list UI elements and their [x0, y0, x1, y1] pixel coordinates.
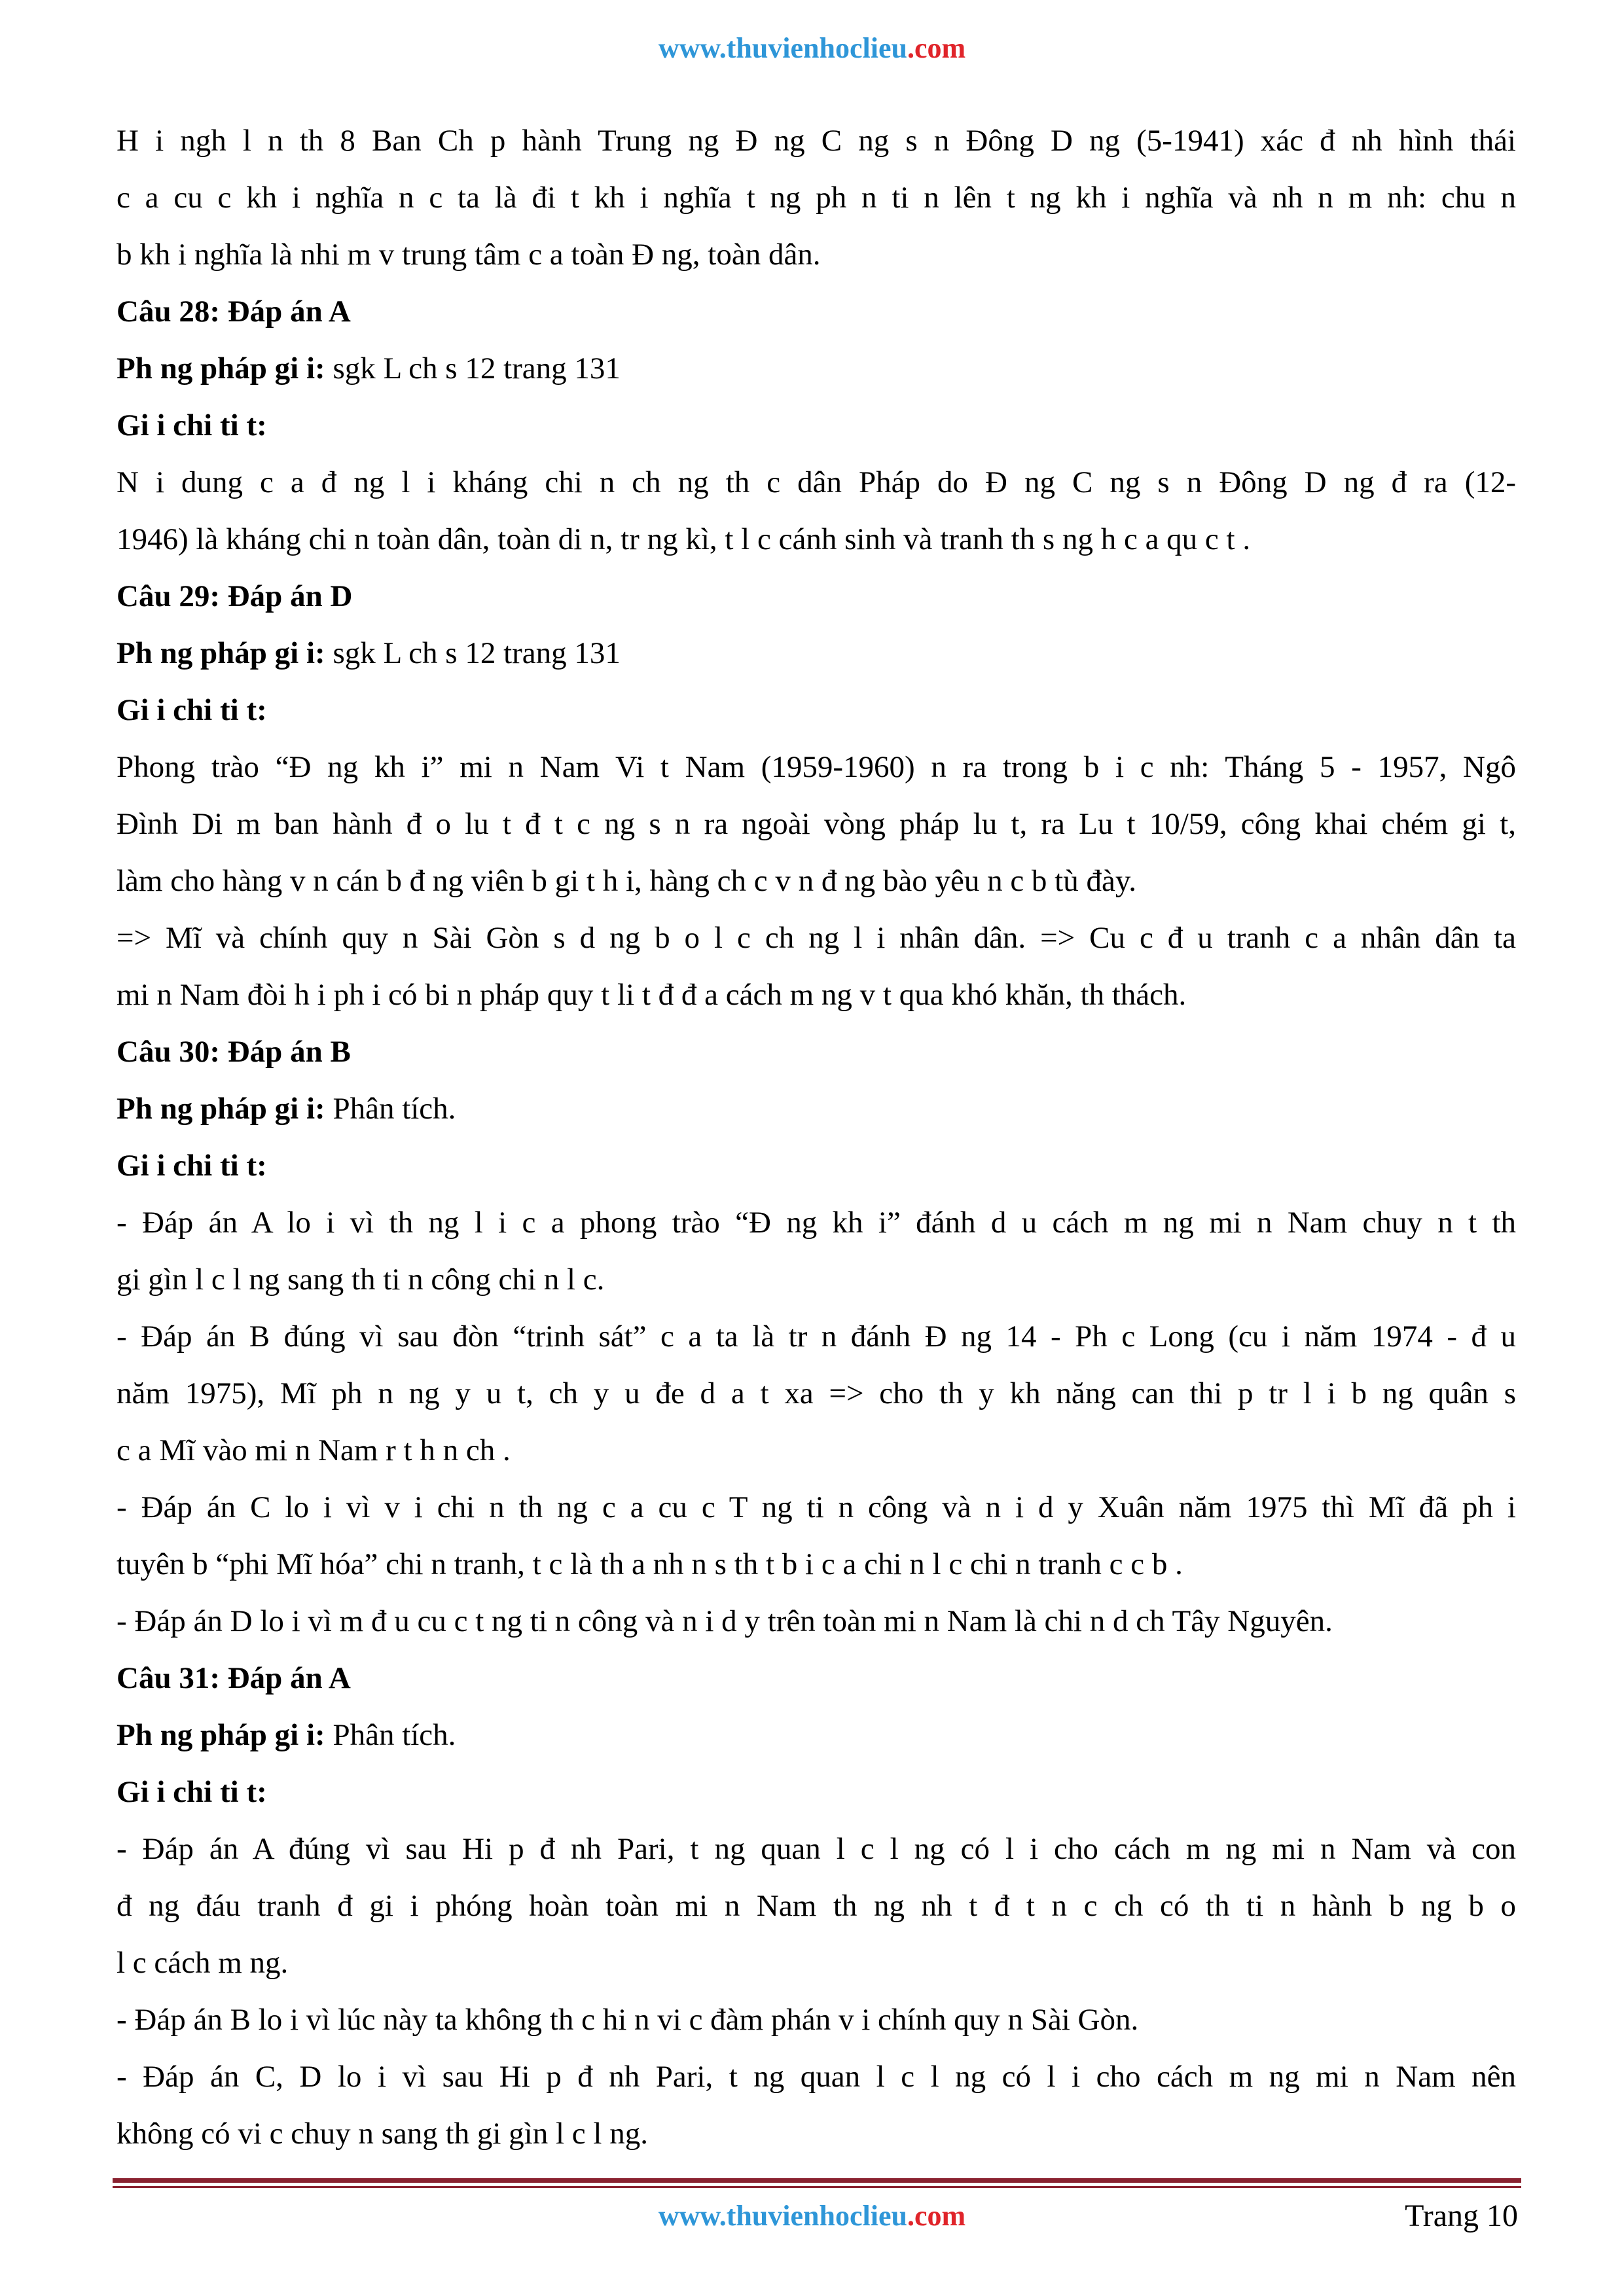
paragraph-line: - Đáp án C lo i vì v i chi n th ng c a cu c T ng ti n công và n i d y Xuân năm 1975 thì Mĩ đã ph i: [117, 1490, 1516, 1524]
paragraph-line: 1946) là kháng chi n toàn dân, toàn di n, tr ng kì, t l c cánh sinh và tranh th s ng h c a qu c t .: [117, 522, 1251, 556]
paragraph-line: N i dung c a đ ng l i kháng chi n ch ng th c dân Pháp do Đ ng C ng s n Đông D ng đ ra (12-: [117, 465, 1516, 499]
section-heading: Câu 29: Đáp án D: [117, 579, 353, 613]
method-text: sgk L ch s 12 trang 131: [325, 636, 621, 670]
footer-site: [0, 2199, 1624, 2233]
method-label: Ph ng pháp gi i:: [117, 636, 325, 670]
header-site-name: www.thuvienhoclieu: [658, 32, 907, 64]
paragraph-line: - Đáp án C, D lo i vì sau Hi p đ nh Pari, t ng quan l c l ng có l i cho cách m ng mi n Nam nên: [117, 2060, 1516, 2094]
section-heading: Câu 28: Đáp án A: [117, 295, 351, 329]
header-site-tld: .com: [907, 32, 966, 64]
section-heading: Gi i chi ti t:: [117, 408, 267, 442]
page-number: Trang 10: [1405, 2198, 1518, 2233]
paragraph-line: - Đáp án D lo i vì m đ u cu c t ng ti n công và n i d y trên toàn mi n Nam là chi n d ch Tây Nguyên.: [117, 1604, 1333, 1638]
paragraph-line: H i ngh l n th 8 Ban Ch p hành Trung ng Đ ng C ng s n Đông D ng (5-1941) xác đ nh hình thái: [117, 124, 1516, 158]
paragraph-line: - Đáp án A đúng vì sau Hi p đ nh Pari, t ng quan l c l ng có l i cho cách m ng mi n Nam và con: [117, 1832, 1516, 1866]
method-label: Ph ng pháp gi i:: [117, 351, 325, 386]
method-text: Phân tích.: [325, 1718, 456, 1752]
paragraph-line: không có vi c chuy n sang th gi gìn l c l ng.: [117, 2117, 648, 2151]
paragraph-line: năm 1975), Mĩ ph n ng y u t, ch y u đe d a t xa => cho th y kh năng can thi p tr l i b ng quân s: [117, 1376, 1516, 1410]
paragraph-line: Phong trào “Đ ng kh i” mi n Nam Vi t Nam (1959-1960) n ra trong b i c nh: Tháng 5 - 1957, Ngô: [117, 750, 1516, 784]
document-body: [117, 113, 1516, 2162]
paragraph-line: - Đáp án A lo i vì th ng l i c a phong trào “Đ ng kh i” đánh d u cách m ng mi n Nam chuy n t th: [117, 1206, 1516, 1240]
method-label: Ph ng pháp gi i:: [117, 1718, 325, 1752]
section-heading: Câu 31: Đáp án A: [117, 1661, 351, 1695]
paragraph-line: làm cho hàng v n cán b đ ng viên b gi t h i, hàng ch c v n đ ng bào yêu n c b tù đày.: [117, 864, 1137, 898]
paragraph-line: l c cách m ng.: [117, 1946, 289, 1980]
footer-divider: [113, 2178, 1521, 2183]
method-text: sgk L ch s 12 trang 131: [325, 351, 621, 386]
paragraph-line: - Đáp án B đúng vì sau đòn “trinh sát” c a ta là tr n đánh Đ ng 14 - Ph c Long (cu i năm 1974 - đ u: [117, 1319, 1516, 1354]
section-heading: Câu 30: Đáp án B: [117, 1035, 351, 1069]
method-line: [117, 1707, 1516, 1764]
paragraph-line: c a Mĩ vào mi n Nam r t h n ch .: [117, 1433, 511, 1467]
method-line: [117, 625, 1516, 682]
paragraph-line: Đình Di m ban hành đ o lu t đ t c ng s n ra ngoài vòng pháp lu t, ra Lu t 10/59, công khai chém gi t,: [117, 807, 1516, 841]
paragraph-line: => Mĩ và chính quy n Sài Gòn s d ng b o l c ch ng l i nhân dân. => Cu c đ u tranh c a nhân dân ta: [117, 921, 1516, 955]
footer-site-name: www.thuvienhoclieu: [658, 2200, 907, 2232]
header-site: [0, 31, 1624, 65]
method-text: Phân tích.: [325, 1092, 456, 1126]
footer-site-tld: .com: [907, 2200, 966, 2232]
paragraph-line: mi n Nam đòi h i ph i có bi n pháp quy t li t đ đ a cách m ng v t qua khó khăn, th thách.: [117, 978, 1187, 1012]
paragraph-line: c a cu c kh i nghĩa n c ta là đi t kh i nghĩa t ng ph n ti n lên t ng kh i nghĩa và nh n m nh: chu n: [117, 181, 1516, 215]
paragraph-line: b kh i nghĩa là nhi m v trung tâm c a toàn Đ ng, toàn dân.: [117, 238, 821, 272]
footer-divider-thin: [113, 2186, 1521, 2188]
section-heading: Gi i chi ti t:: [117, 1775, 267, 1809]
paragraph-line: - Đáp án B lo i vì lúc này ta không th c hi n vi c đàm phán v i chính quy n Sài Gòn.: [117, 2003, 1139, 2037]
section-heading: Gi i chi ti t:: [117, 1149, 267, 1183]
paragraph-line: tuyên b “phi Mĩ hóa” chi n tranh, t c là th a nh n s th t b i c a chi n l c chi n tranh c c b .: [117, 1547, 1183, 1581]
method-line: [117, 340, 1516, 397]
paragraph-line: gi gìn l c l ng sang th ti n công chi n l c.: [117, 1263, 605, 1297]
paragraph-line: đ ng đáu tranh đ gi i phóng hoàn toàn mi n Nam th ng nh t đ t n c ch có th ti n hành b ng b o: [117, 1889, 1516, 1923]
section-heading: Gi i chi ti t:: [117, 693, 267, 727]
method-line: [117, 1081, 1516, 1138]
method-label: Ph ng pháp gi i:: [117, 1092, 325, 1126]
